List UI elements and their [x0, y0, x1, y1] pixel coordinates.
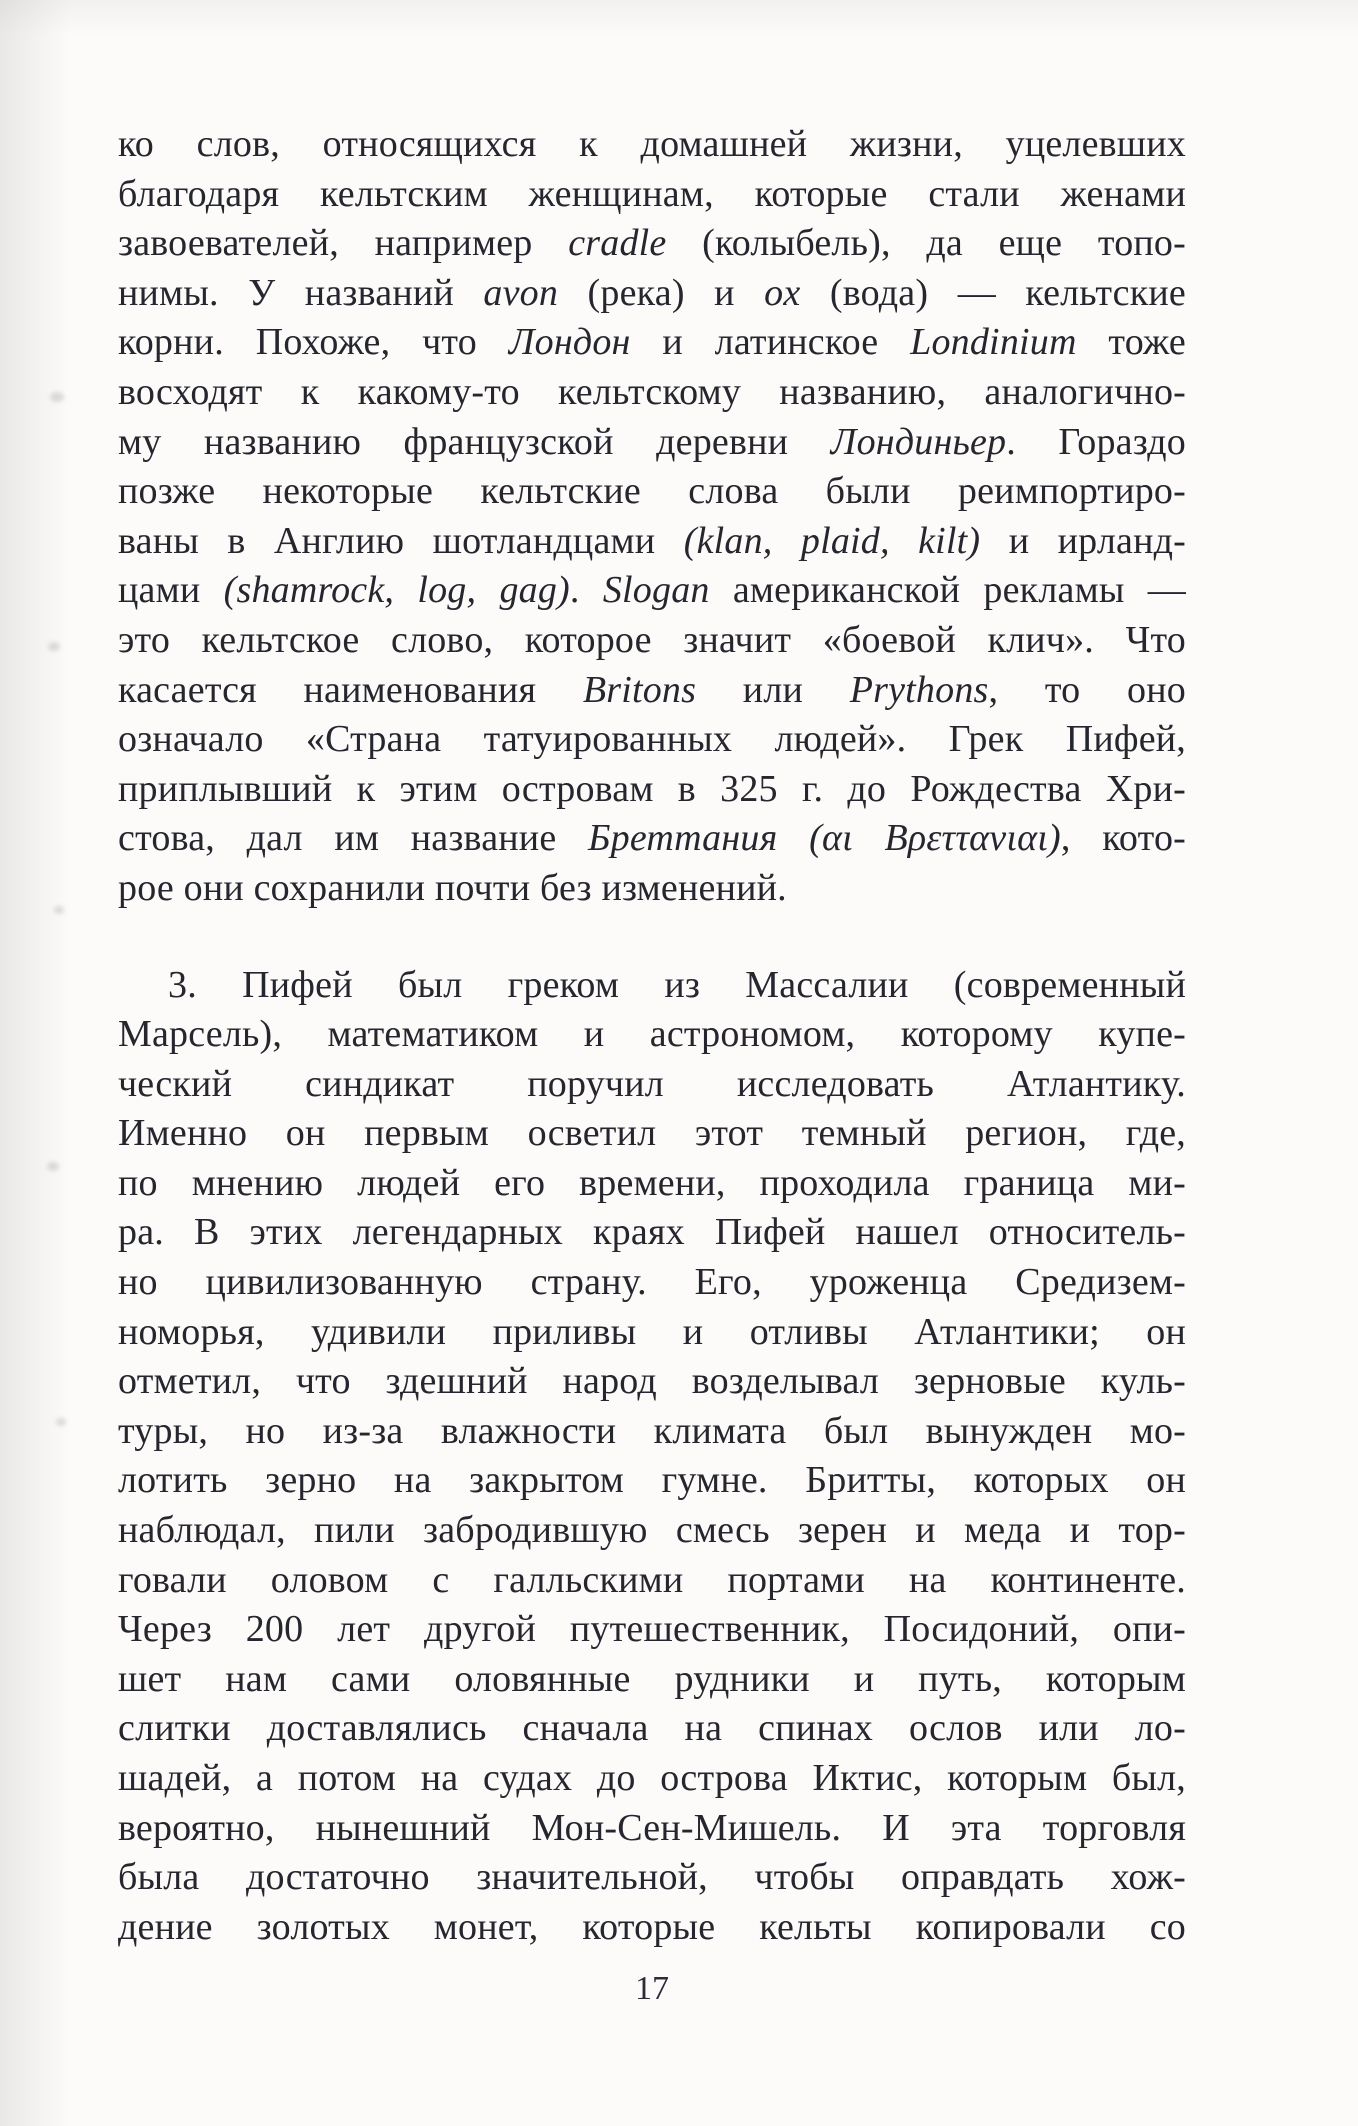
- text-segment: лотить зерно на закрытом гумне. Бритты, которых он: [118, 1459, 1186, 1502]
- scan-artifact: [54, 906, 64, 914]
- text-segment: благодаря кельтским женщинам, которые стали женами: [118, 172, 1186, 215]
- text-line: [118, 1109, 1186, 1159]
- text-segment: му названию французской деревни: [118, 420, 831, 463]
- text-line: [118, 219, 1186, 269]
- text-segment: ко слов, относящихся к домашней жизни, уцелевших: [118, 123, 1186, 165]
- text-segment: (колыбель), да еще топо-: [666, 222, 1186, 265]
- italic-text-segment: ox: [764, 271, 801, 314]
- text-line: [118, 1208, 1186, 1258]
- text-segment: корни. Похоже, что: [118, 321, 509, 364]
- text-segment: , кото-: [1060, 817, 1186, 860]
- text-line: [118, 814, 1186, 864]
- scan-edge-shadow-left: [0, 0, 70, 2126]
- text-line: [118, 517, 1186, 567]
- text-segment: . Гораздо: [1006, 420, 1186, 463]
- text-segment: ваны в Англию шотландцами: [118, 519, 684, 562]
- text-segment: по мнению людей его времени, проходила граница ми-: [118, 1161, 1186, 1204]
- page-number: 17: [635, 1970, 669, 2007]
- text-segment: американской рекламы —: [709, 569, 1186, 612]
- text-segment: означало «Страна татуированных людей». Грек Пифей,: [118, 718, 1186, 761]
- text-segment: наблюдал, пили забродившую смесь зерен и меда и тор-: [118, 1509, 1186, 1552]
- text-line: [118, 1159, 1186, 1209]
- text-line: [118, 1456, 1186, 1506]
- text-segment: и ирланд-: [980, 519, 1187, 562]
- text-line: [118, 368, 1186, 418]
- paragraph: [118, 961, 1186, 1953]
- text-line: [118, 1903, 1186, 1953]
- italic-text-segment: cradle: [568, 222, 667, 265]
- text-segment: .: [569, 569, 603, 612]
- text-line: [118, 1605, 1186, 1655]
- text-line: [118, 864, 1186, 914]
- text-line: [118, 1357, 1186, 1407]
- italic-text-segment: Britons: [582, 668, 697, 711]
- text-line: [118, 566, 1186, 616]
- text-segment: 3. Пифей был греком из Массалии (современный: [168, 963, 1186, 1006]
- text-segment: это кельтское слово, которое значит «боевой клич». Что: [118, 618, 1186, 661]
- italic-text-segment: Лондиньер: [830, 420, 1007, 463]
- text-segment: вероятно, нынешний Мон-Сен-Мишель. И эта торговля: [118, 1806, 1186, 1849]
- text-segment: туры, но из-за влажности климата был вынужден мо-: [118, 1409, 1186, 1452]
- text-segment: была достаточно значительной, чтобы оправдать хож-: [118, 1856, 1186, 1899]
- text-segment: цами: [118, 569, 224, 612]
- italic-text-segment: Бреттания (αι Βρεττανιαι): [588, 817, 1061, 860]
- scan-artifact: [56, 1418, 66, 1426]
- text-line: [118, 715, 1186, 765]
- text-segment: позже некоторые кельтские слова были реимпортиро-: [118, 470, 1186, 513]
- text-segment: отметил, что здешний народ возделывал зерновые куль-: [118, 1360, 1186, 1403]
- scan-artifact: [48, 642, 60, 651]
- text-line: [118, 1853, 1186, 1903]
- text-segment: стова, дал им название: [118, 817, 589, 860]
- scan-artifact: [47, 1162, 59, 1171]
- text-line: [118, 1655, 1186, 1705]
- text-segment: рое они сохранили почти без изменений.: [118, 866, 787, 909]
- text-line: [118, 418, 1186, 468]
- italic-text-segment: (klan, plaid, kilt): [683, 519, 981, 562]
- text-segment: Через 200 лет другой путешественник, Посидоний, опи-: [118, 1608, 1186, 1651]
- text-line: [118, 1407, 1186, 1457]
- text-line: [118, 1804, 1186, 1854]
- text-line: [118, 1704, 1186, 1754]
- text-segment: шет нам сами оловянные рудники и путь, которым: [118, 1657, 1186, 1700]
- text-segment: касается наименования: [118, 668, 583, 711]
- italic-text-segment: (shamrock, log, gag): [223, 569, 570, 612]
- scan-artifact: [50, 392, 64, 402]
- text-line: [118, 1556, 1186, 1606]
- text-line: [118, 765, 1186, 815]
- text-line: [118, 120, 1186, 170]
- text-segment: , то оно: [988, 668, 1186, 711]
- italic-text-segment: Лондон: [508, 321, 631, 364]
- text-segment: говали оловом с галльскими портами на континенте.: [118, 1558, 1186, 1601]
- text-segment: восходят к какому-то кельтскому названию, аналогично-: [118, 370, 1186, 413]
- text-line: [118, 616, 1186, 666]
- text-line: [118, 961, 1186, 1011]
- text-segment: дение золотых монет, которые кельты копировали со: [118, 1905, 1186, 1948]
- text-segment: (вода) — кельтские: [800, 271, 1186, 314]
- text-segment: завоевателей, например: [118, 222, 569, 265]
- text-line: [118, 269, 1186, 319]
- text-segment: приплывший к этим островам в 325 г. до Рождества Хри-: [118, 767, 1186, 810]
- italic-text-segment: Slogan: [602, 569, 710, 612]
- text-segment: но цивилизованную страну. Его, уроженца Средизем-: [118, 1261, 1186, 1304]
- text-line: [118, 1308, 1186, 1358]
- text-line: [118, 467, 1186, 517]
- text-segment: слитки доставлялись сначала на спинах ослов или ло-: [118, 1707, 1186, 1750]
- text-segment: Марсель), математиком и астрономом, которому купе-: [118, 1013, 1186, 1056]
- text-segment: нимы. У названий: [118, 271, 484, 314]
- text-segment: или: [696, 668, 850, 711]
- text-segment: номорья, удивили приливы и отливы Атлантики; он: [118, 1310, 1186, 1353]
- text-line: [118, 318, 1186, 368]
- text-segment: и латинское: [630, 321, 911, 364]
- italic-text-segment: Prythons: [849, 668, 989, 711]
- text-line: [118, 1506, 1186, 1556]
- text-line: [118, 666, 1186, 716]
- text-segment: шадей, а потом на судах до острова Иктис, которым был,: [118, 1757, 1186, 1799]
- text-line: [118, 1010, 1186, 1060]
- text-line: [118, 170, 1186, 220]
- text-line: [118, 1060, 1186, 1110]
- text-segment: ра. В этих легендарных краях Пифей нашел относитель-: [118, 1211, 1186, 1254]
- text-line: [118, 1754, 1186, 1804]
- italic-text-segment: avon: [483, 271, 559, 314]
- text-segment: Именно он первым осветил этот темный регион, где,: [118, 1112, 1186, 1155]
- scan-edge-shadow-top: [0, 0, 1358, 36]
- italic-text-segment: Londinium: [910, 321, 1077, 364]
- text-segment: тоже: [1076, 321, 1186, 364]
- page-text-block: [118, 120, 1186, 1952]
- text-line: [118, 1258, 1186, 1308]
- text-segment: (река) и: [558, 271, 765, 314]
- paragraph: [118, 120, 1186, 914]
- text-segment: ческий синдикат поручил исследовать Атлантику.: [118, 1062, 1186, 1105]
